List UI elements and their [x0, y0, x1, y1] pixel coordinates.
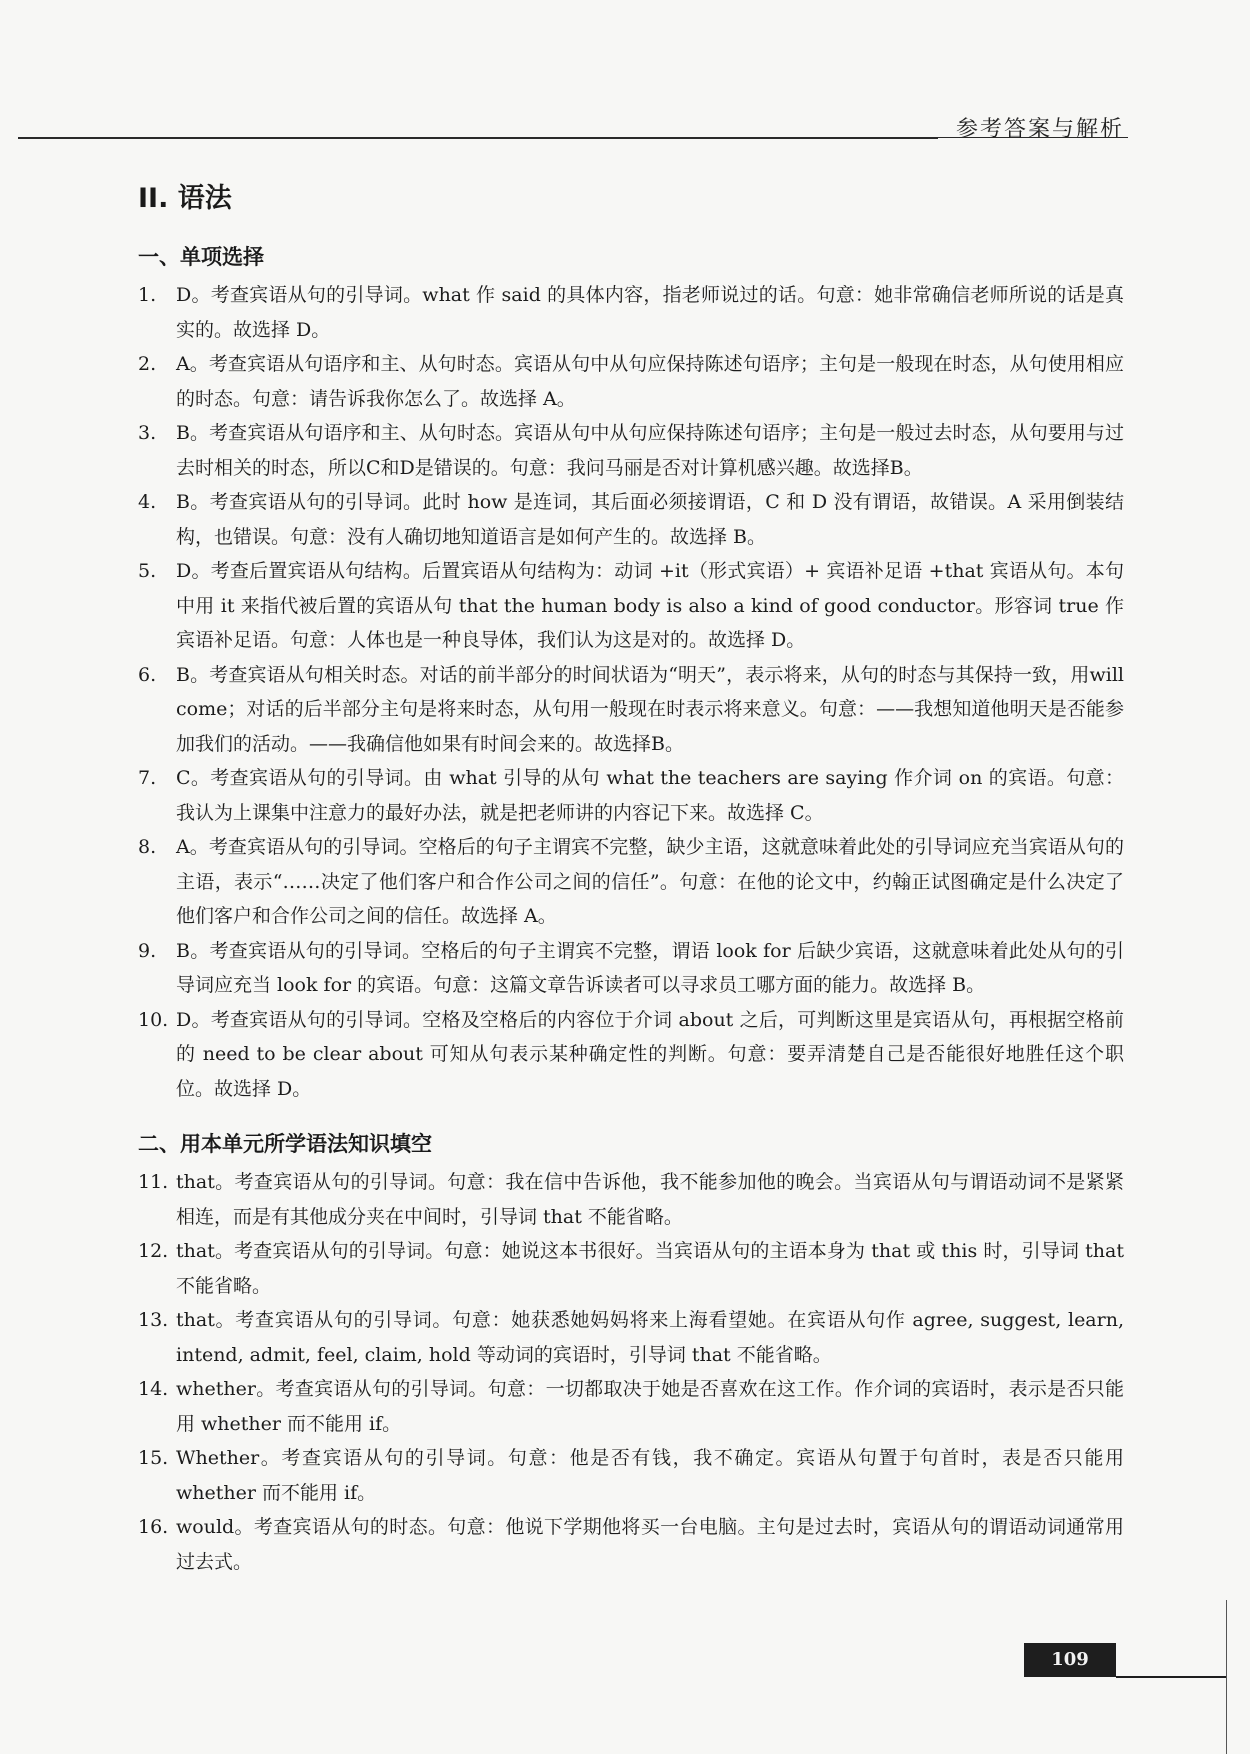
answer-number: 16. [138, 1516, 169, 1538]
answer-explanation: D。考查宾语从句的引导词。空格及空格后的内容位于介词 about 之后，可判断这里是宾语从句，再根据空格前的 need to be clear about 可知从句表示某种确定性的判断。句意：要弄清楚自己是否能很好地胜任这个职位。故选择 D。 [176, 1008, 1124, 1100]
answer-number: 4. [138, 491, 157, 513]
answer-explanation: Whether。考查宾语从句的引导词。句意：他是否有钱，我不确定。宾语从句置于句首时，表是否只能用 whether 而不能用 if。 [176, 1447, 1124, 1504]
page-edge-line [1226, 1600, 1227, 1754]
header-rule [18, 137, 938, 139]
answer-explanation: B。考查宾语从句的引导词。此时 how 是连词，其后面必须接谓语，C 和 D 没有谓语，故错误。A 采用倒装结构，也错误。句意：没有人确切地知道语言是如何产生的。故选择 B。 [176, 491, 1124, 548]
answer-number: 6. [138, 663, 157, 686]
answer-item [138, 934, 1124, 1003]
answer-number: 2. [138, 353, 157, 375]
answer-explanation: D。考查宾语从句的引导词。what 作 said 的具体内容，指老师说过的话。句意：她非常确信老师所说的话是真实的。故选择 D。 [176, 284, 1124, 341]
answer-item [138, 1165, 1124, 1234]
answer-number: 3. [138, 422, 157, 444]
running-header-title: 参考答案与解析 [955, 117, 1124, 142]
fill-in-blank-answer-list [138, 1165, 1124, 1579]
answer-number: 11. [138, 1171, 169, 1193]
answer-explanation: A。考查宾语从句语序和主、从句时态。宾语从句中从句应保持陈述句语序；主句是一般现在时态，从句使用相应的时态。句意：请告诉我你怎么了。故选择 A。 [176, 353, 1124, 410]
answer-number: 12. [138, 1240, 169, 1262]
answer-number: 14. [138, 1378, 169, 1400]
answer-explanation: that。考查宾语从句的引导词。句意：她获悉她妈妈将来上海看望她。在宾语从句作 agree, suggest, learn, intend, admit, feel, claim, hold 等动词的宾语时，引导词 that 不能省略。 [176, 1309, 1124, 1366]
answer-number: 8. [138, 836, 157, 858]
answer-item [138, 416, 1124, 485]
subsection-title-fill-in-blank: 二、用本单元所学语法知识填空 [138, 1132, 432, 1156]
page-content [138, 176, 1124, 1579]
answer-item [138, 830, 1124, 934]
footer-rule [1116, 1676, 1226, 1678]
answer-item [138, 278, 1124, 347]
answer-number: 1. [138, 284, 157, 306]
answer-number: 7. [138, 767, 157, 789]
answer-item [138, 554, 1124, 658]
multiple-choice-answer-list [138, 278, 1124, 1106]
answer-explanation: C。考查宾语从句的引导词。由 what 引导的从句 what the teachers are saying 作介词 on 的宾语。句意：我认为上课集中注意力的最好办法，就是把老师讲的内容记下来。故选择 C。 [176, 767, 1124, 824]
answer-item [138, 1441, 1124, 1510]
answer-item [138, 1510, 1124, 1579]
answer-item [138, 485, 1124, 554]
answer-explanation: B。考查宾语从句相关时态。对话的前半部分的时间状语为“明天”，表示将来，从句的时态与其保持一致，用will come；对话的后半部分主句是将来时态，从句用一般现在时表示将来意义。句意：——我想知道他明天是否能参加我们的活动。——我确信他如果有时间会来的。故选择B。 [176, 663, 1124, 755]
answer-explanation: A。考查宾语从句的引导词。空格后的句子主谓宾不完整，缺少主语，这就意味着此处的引导词应充当宾语从句的主语，表示“……决定了他们客户和合作公司之间的信任”。句意：在他的论文中，约翰正试图确定是什么决定了他们客户和合作公司之间的信任。故选择 A。 [176, 836, 1124, 927]
answer-explanation: that。考查宾语从句的引导词。句意：我在信中告诉他，我不能参加他的晚会。当宾语从句与谓语动词不是紧紧相连，而是有其他成分夹在中间时，引导词 that 不能省略。 [176, 1171, 1124, 1228]
answer-number: 10. [138, 1008, 169, 1031]
section-title: II. 语法 [138, 183, 232, 214]
answer-item [138, 347, 1124, 416]
answer-item [138, 761, 1124, 830]
answer-explanation: that。考查宾语从句的引导词。句意：她说这本书很好。当宾语从句的主语本身为 that 或 this 时，引导词 that 不能省略。 [176, 1240, 1124, 1297]
answer-item [138, 1003, 1124, 1107]
answer-item [138, 1234, 1124, 1303]
answer-explanation: would。考查宾语从句的时态。句意：他说下学期他将买一台电脑。主句是过去时，宾语从句的谓语动词通常用过去式。 [176, 1516, 1124, 1573]
answer-item [138, 1372, 1124, 1441]
answer-explanation: B。考查宾语从句语序和主、从句时态。宾语从句中从句应保持陈述句语序；主句是一般过去时态，从句要用与过去时相关的时态，所以C和D是错误的。句意：我问马丽是否对计算机感兴趣。故选择B。 [176, 422, 1124, 479]
answer-item [138, 1303, 1124, 1372]
answer-explanation: D。考查后置宾语从句结构。后置宾语从句结构为：动词 +it（形式宾语）+ 宾语补足语 +that 宾语从句。本句中用 it 来指代被后置的宾语从句 that the human body is also a kind of good conductor。形容词 true 作宾语补足语。句意：人体也是一种良导体，我们认为这是对的。故选择 D。 [176, 560, 1124, 651]
answer-explanation: B。考查宾语从句的引导词。空格后的句子主谓宾不完整，谓语 look for 后缺少宾语，这就意味着此处从句的引导词应充当 look for 的宾语。句意：这篇文章告诉读者可以寻求员工哪方面的能力。故选择 B。 [176, 939, 1124, 996]
answer-number: 13. [138, 1309, 169, 1331]
answer-item [138, 658, 1124, 762]
answer-number: 15. [138, 1447, 169, 1469]
answer-number: 9. [138, 939, 157, 962]
subsection-title-multiple-choice: 一、单项选择 [138, 245, 264, 269]
answer-number: 5. [138, 560, 157, 582]
answer-explanation: whether。考查宾语从句的引导词。句意：一切都取决于她是否喜欢在这工作。作介词的宾语时，表示是否只能用 whether 而不能用 if。 [176, 1378, 1124, 1435]
page-number-badge: 109 [1024, 1643, 1116, 1677]
